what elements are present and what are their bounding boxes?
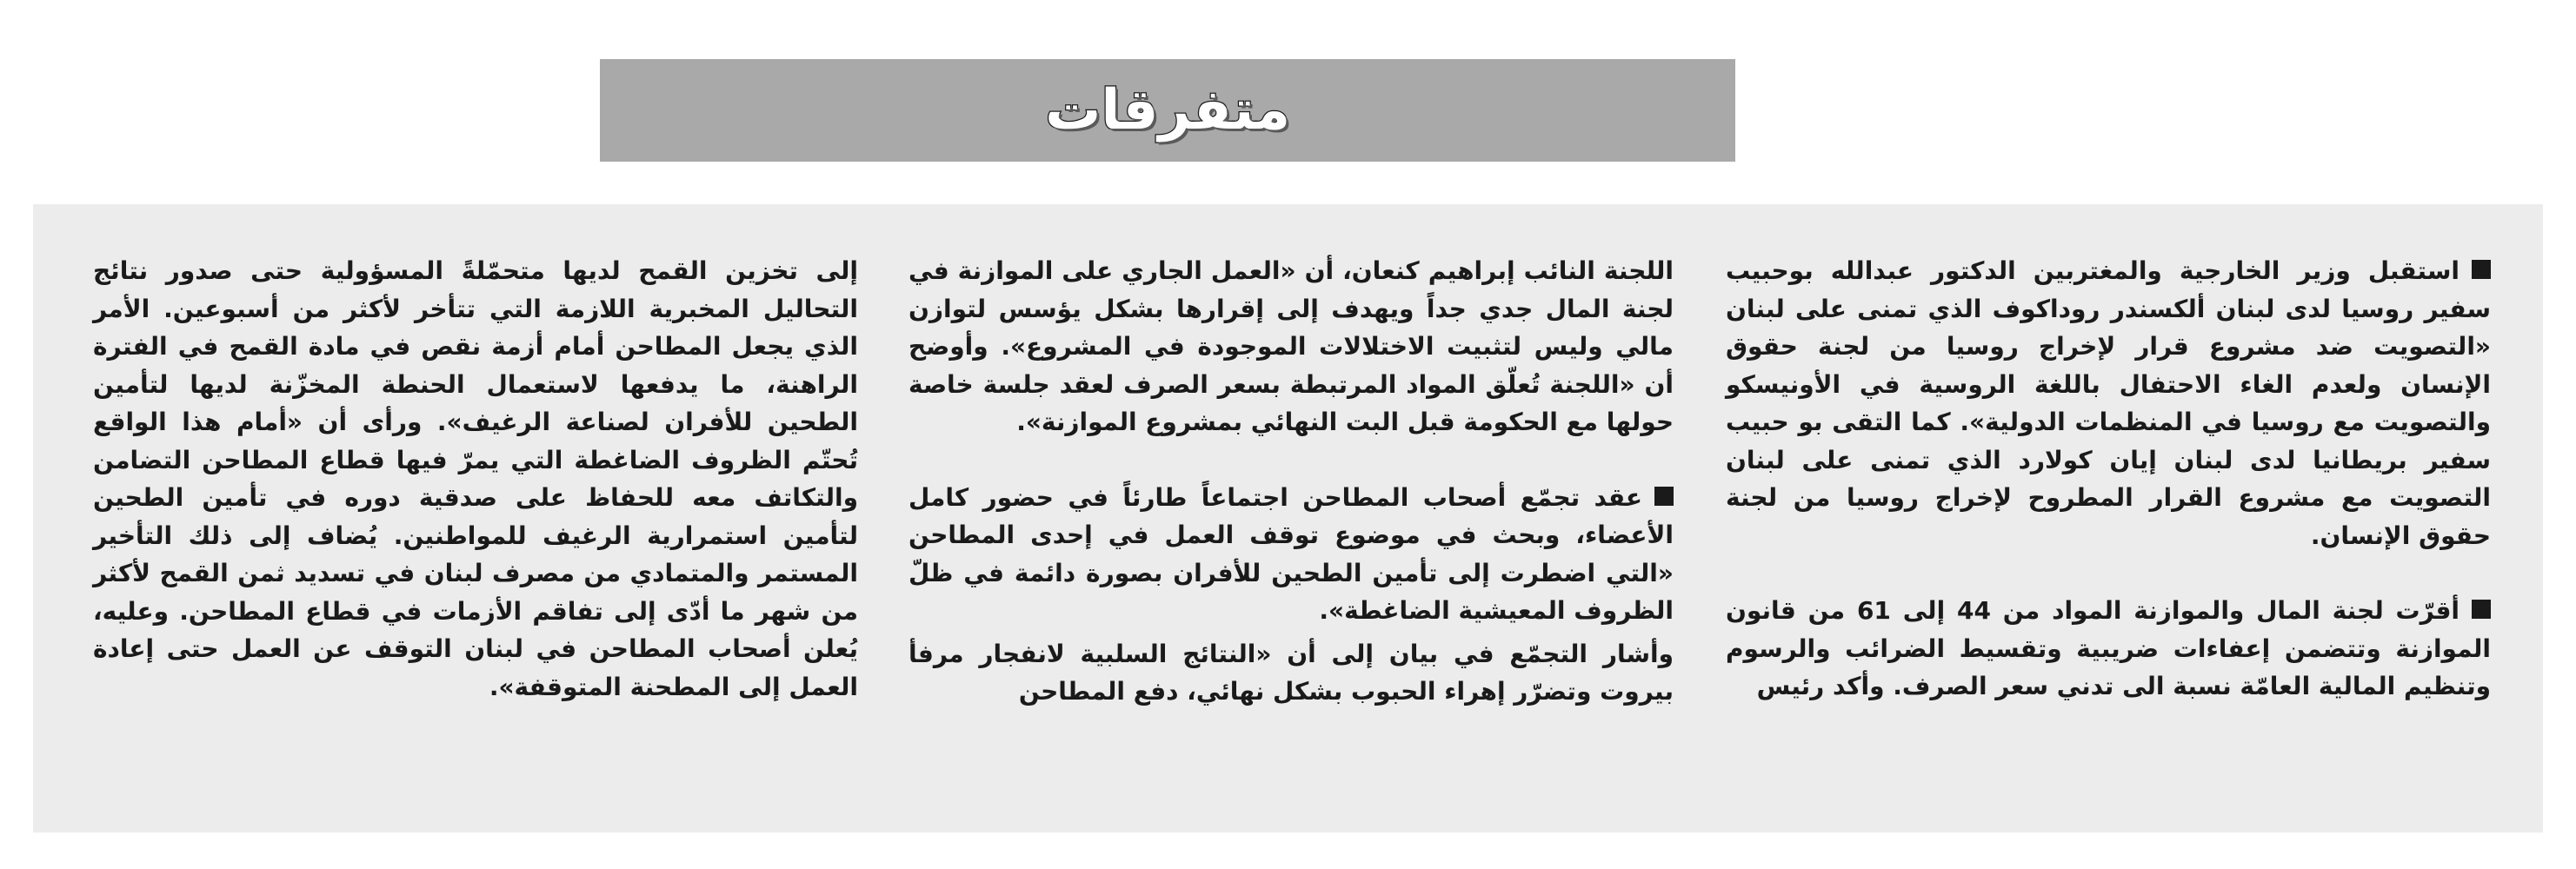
square-bullet-icon [1654,487,1674,506]
section-header-bar [600,59,1735,162]
news-item-mill-owners [909,479,1674,630]
news-item-text: إلى تخزين القمح لديها متحمّلةً المسؤولية حتى صدور نتائج التحاليل المخبرية اللازمة التي تتأخر لأكثر من أسبوعين. الأمر الذي يجعل المطاحن أمام أزمة نقص في مادة القمح في الفترة الراهنة، ما يدفعها لاستعمال الحنطة المخزّنة لديها لتأمين الطحين للأفران لصناعة الرغيف». ورأى أن «أمام هذا الواقع تُحتّم الظروف الضاغطة التي يمرّ فيها قطاع المطاحن التضامن والتكاتف معه للحفاظ على صدقية دوره في تأمين الطحين لتأمين استمرارية الرغيف للمواطنين. يُضاف إلى ذلك التأخير المستمر والمتمادي من مصرف لبنان في تسديد ثمن القمح لأكثر من شهر ما أدّى إلى تفاقم الأزمات في قطاع المطاحن. وعليه، يُعلن أصحاب المطاحن في لبنان التوقف عن العمل حتى إعادة العمل إلى المطحنة المتوقفة». [93,256,858,701]
article-column-left [93,252,858,706]
square-bullet-icon [2472,260,2491,279]
news-item-text: عقد تجمّع أصحاب المطاحن اجتماعاً طارئاً في حضور كامل الأعضاء، وبحث في موضوع توقف العمل في إحدى المطاحن «التي اضطرت إلى تأمين الطحين للأفران بصورة دائمة في ظلّ الظروف المعيشية الضاغطة». [909,482,1674,625]
news-item-continuation [93,252,858,706]
news-item-text: أقرّت لجنة المال والموازنة المواد من 44 إلى 61 من قانون الموازنة وتتضمن إعفاءات ضريبية وتقسيط الضرائب والرسوم وتنظيم المالية العامّة نسبة الى تدني سعر الصرف. وأكد رئيس [1726,596,2491,700]
news-item-text: وأشار التجمّع في بيان إلى أن «النتائج السلبية لانفجار مرفأ بيروت وتضرّر إهراء الحبوب بشكل نهائي، دفع المطاحن [909,639,1674,706]
news-item-continuation [909,252,1674,441]
news-item-text: استقبل وزير الخارجية والمغتربين الدكتور عبدالله بوحبيب سفير روسيا لدى لبنان ألكسندر روداكوف الذي تمنى على لبنان «التصويت ضد مشروع قرار لإخراج روسيا من لجنة حقوق الإنسان ولعدم الغاء الاحتفال باللغة الروسية في الأونيسكو والتصويت مع روسيا في المنظمات الدولية». كما التقى بو حبيب سفير بريطانيا لدى لبنان إيان كولارد الذي تمنى على لبنان التصويت مع مشروع القرار المطروح لإخراج روسيا من لجنة حقوق الإنسان. [1726,256,2491,550]
news-item-budget-committee [1726,592,2491,706]
article-column-middle [909,252,1674,711]
news-panel [33,204,2543,833]
news-item-mill-statement [909,635,1674,711]
section-title: متفرقات [1045,78,1290,143]
article-column-right [1726,252,2491,706]
news-item-text: اللجنة النائب إبراهيم كنعان، أن «العمل الجاري على الموازنة في لجنة المال جدي جداً ويهدف إلى إقرارها بشكل يؤسس لتوازن مالي وليس لتثبيت الاختلالات الموجودة في المشروع». وأوضح أن «اللجنة تُعلّق المواد المرتبطة بسعر الصرف لعقد جلسة خاصة حولها مع الحكومة قبل البت النهائي بمشروع الموازنة». [909,256,1674,436]
square-bullet-icon [2472,600,2491,619]
news-item-foreign-minister [1726,252,2491,554]
